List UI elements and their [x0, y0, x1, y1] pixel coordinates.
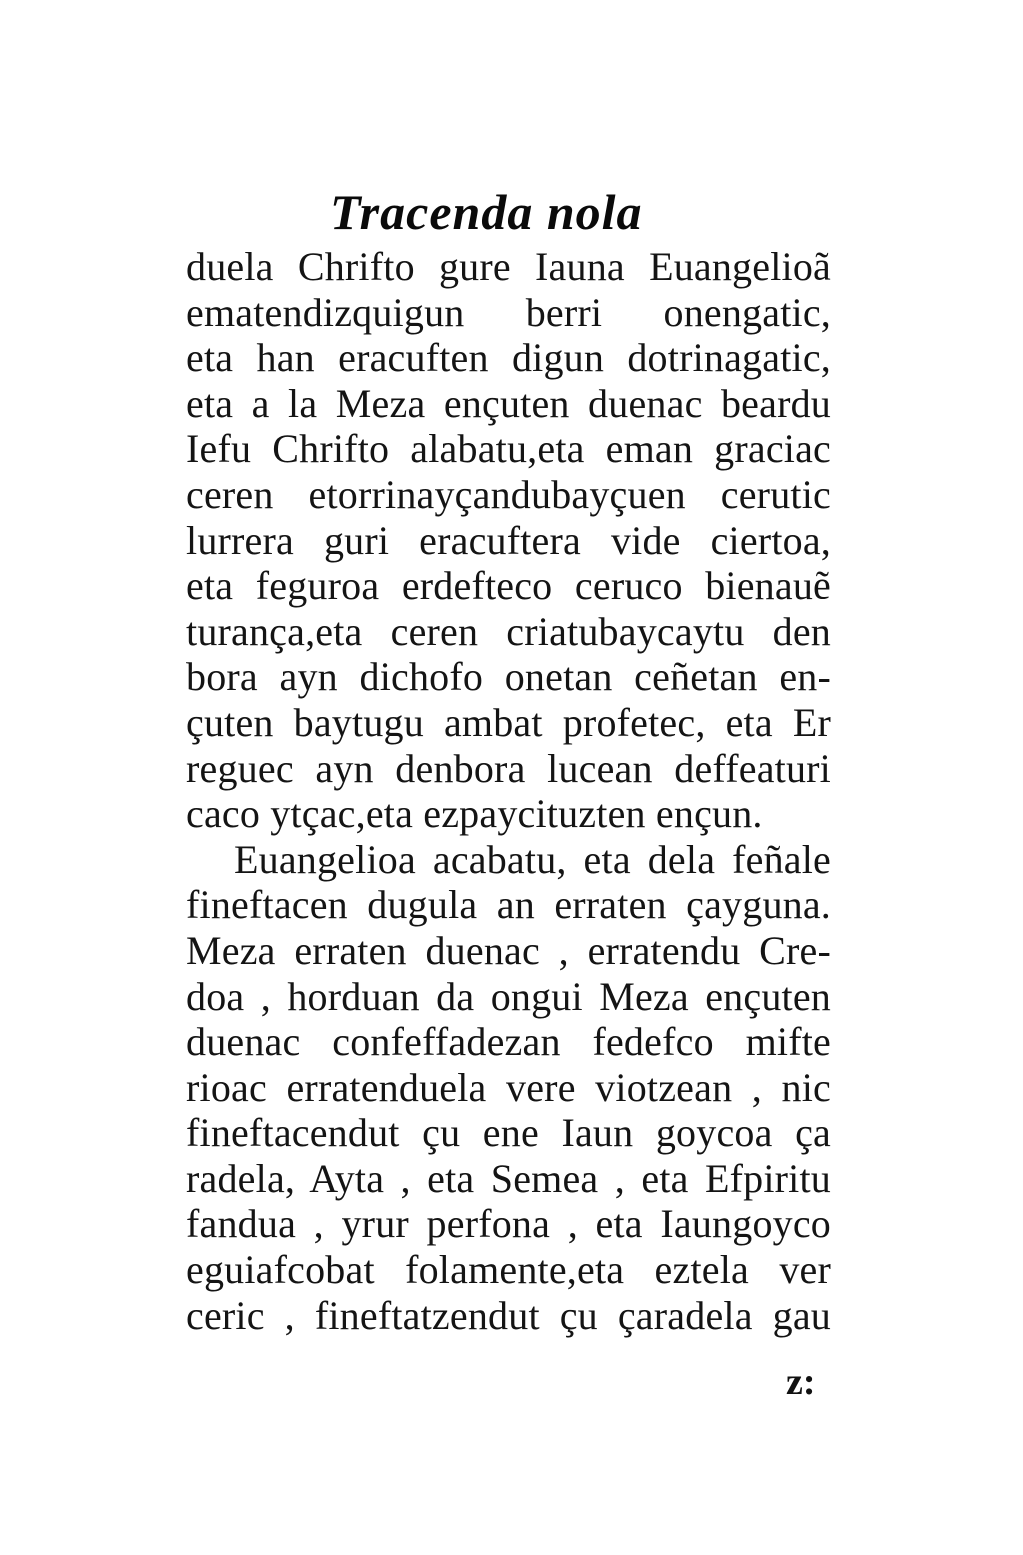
text-line: fineftacen dugula an erraten çayguna.	[186, 882, 831, 928]
text-line: ceren etorrinayçandubayçuen cerutic	[186, 471, 831, 517]
text-line: Euangelioa acabatu, eta dela feñale	[234, 836, 831, 882]
text-line: çuten baytugu ambat profetec, eta Er	[186, 699, 831, 745]
text-line: Meza erraten duenac , erratendu Cre-	[186, 927, 831, 973]
text-line: eta han eracuften digun dotrinagatic,	[186, 335, 831, 381]
text-line: eguiafcobat folamente,eta eztela ver	[186, 1247, 831, 1293]
text-line: ematendizquigun berri onengatic,	[186, 289, 831, 335]
text-line: turança,eta ceren criatubaycaytu den	[186, 608, 831, 654]
text-line: ceric , fineftatzendut çu çaradela gau	[186, 1292, 831, 1338]
text-line: radela, Ayta , eta Semea , eta Efpiritu	[186, 1155, 831, 1201]
text-line: duenac confeffadezan fedefco mifte	[186, 1019, 831, 1065]
text-line: eta a la Meza ençuten duenac beardu	[186, 380, 831, 426]
text-line: rioac erratenduela vere viotzean , nic	[186, 1064, 831, 1110]
running-head: Tracenda nola	[330, 184, 643, 240]
text-block	[186, 244, 831, 1338]
text-line: caco ytçac,eta ezpaycituzten ençun.	[186, 791, 763, 837]
text-line: doa , horduan da ongui Meza ençuten	[186, 973, 831, 1019]
text-line: Iefu Chrifto alabatu,eta eman graciac	[186, 426, 831, 472]
text-line: lurrera guri eracuftera vide ciertoa,	[186, 517, 831, 563]
text-line: bora ayn dichofo onetan ceñetan en-	[186, 654, 831, 700]
text-line: duela Chrifto gure Iauna Euangelioã	[186, 244, 831, 289]
text-line: fandua , yrur perfona , eta Iaungoyco	[186, 1201, 831, 1247]
text-line: eta feguroa erdefteco ceruco bienauẽ	[186, 563, 831, 609]
text-line: fineftacendut çu ene Iaun goycoa ça	[186, 1110, 831, 1156]
text-line: reguec ayn denbora lucean deffeaturi	[186, 745, 831, 791]
catchword: z:	[786, 1361, 816, 1403]
